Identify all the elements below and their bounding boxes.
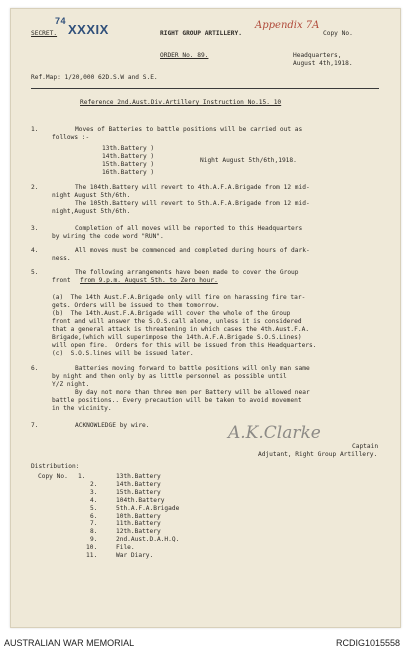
distribution-copy-number: 3. xyxy=(90,488,98,496)
para-6-line: Y/Z night. xyxy=(52,381,90,388)
para-6-line: By day not more than three men per Battery will be allowed near xyxy=(75,389,310,396)
para-5-line-2-time: from 9.p.m. August 5th. to Zero hour. xyxy=(80,277,218,284)
para-1-line-1: Moves of Batteries to battle positions will be carried out as xyxy=(75,126,303,133)
para-5-item: will open fire. Orders for this will be issued from this Headquarters. xyxy=(52,342,317,349)
para-5-item: (a) The 14th Aust.F.A.Brigade only will fire on harassing fire tar- xyxy=(52,294,306,301)
unit-heading: RIGHT GROUP ARTILLERY. xyxy=(160,30,242,37)
reference-line: Reference 2nd.Aust.Div.Artillery Instruction No.15. 10 xyxy=(80,99,282,106)
distribution-recipient: 11th.Battery xyxy=(116,520,161,528)
battery-list-item: 13th.Battery ) xyxy=(102,145,155,152)
signature-role: Adjutant, Right Group Artillery. xyxy=(258,451,378,458)
para-2-number: 2. xyxy=(31,184,39,191)
distribution-recipient: 104th.Battery xyxy=(116,496,165,504)
battery-list-item: 14th.Battery ) xyxy=(102,153,155,160)
distribution-copy-number: 1. xyxy=(78,473,86,480)
handwritten-signature: A.K.Clarke xyxy=(228,423,321,443)
distribution-copy-number: 8. xyxy=(90,528,98,536)
ref-map: Ref.Map: 1/20,000 62D.S.W and S.E. xyxy=(31,74,158,81)
para-3-line-1: Completion of all moves will be reported to this Headquarters xyxy=(75,225,303,232)
para-5-line-1: The following arrangements have been made to cover the Group xyxy=(75,269,299,276)
para-3-number: 3. xyxy=(31,225,39,232)
order-date: August 4th,1918. xyxy=(293,60,353,67)
para-7-number: 7. xyxy=(31,422,39,429)
para-5-number: 5. xyxy=(31,269,39,276)
distribution-copy-number: 2. xyxy=(90,480,98,488)
distribution-copy-number: 11. xyxy=(86,552,98,559)
copy-label: Copy No. xyxy=(38,473,68,480)
distribution-title: Distribution: xyxy=(31,463,80,470)
para-5-line-2-front: front xyxy=(52,277,71,284)
distribution-recipient: 5th.A.F.A.Brigade xyxy=(116,504,180,512)
distribution-recipient: File. xyxy=(116,544,135,552)
distribution-copy-number: 9. xyxy=(90,536,98,544)
distribution-recipient: 15th.Battery xyxy=(116,488,161,496)
battery-list-item: 15th.Battery ) xyxy=(102,161,155,168)
para-5-item: that a general attack is threatening in which cases the 4th.Aust.F.A. xyxy=(52,326,310,333)
source-credit: AUSTRALIAN WAR MEMORIAL xyxy=(4,638,135,648)
para-4-line-1: All moves must be commenced and completed during hours of dark- xyxy=(75,247,310,254)
appendix-annotation: Appendix 7A xyxy=(255,20,320,31)
para-5-item: (b) The 14th.Aust.F.A.Brigade will cover the whole of the Group xyxy=(52,310,291,317)
para-2-line-4: night,August 5th/6th. xyxy=(52,208,131,215)
para-6-line: battle positions.. Every precaution will be taken to avoid movement xyxy=(52,397,302,404)
stamp-crosses: XXXIX xyxy=(68,22,109,37)
hq-label: Headquarters, xyxy=(293,52,342,59)
para-6-number: 6. xyxy=(31,365,39,372)
stamp-number: 74 xyxy=(55,16,67,26)
para-2-line-1: The 104th.Battery will revert to 4th.A.F.A.Brigade from 12 mid- xyxy=(75,184,310,191)
distribution-recipient: 10th.Battery xyxy=(116,512,161,520)
para-2-line-3: The 105th.Battery will revert to 5th.A.F.A.Brigade from 12 mid- xyxy=(75,200,310,207)
para-5-item: front and will answer the S.O.S.call alone, unless it is considered xyxy=(52,318,302,325)
distribution-recipient: 2nd.Aust.D.A.H.Q. xyxy=(116,536,180,544)
copy-number: Copy No. xyxy=(323,30,353,37)
para-1-number: 1. xyxy=(31,126,39,133)
para-4-number: 4. xyxy=(31,247,39,254)
para-2-line-2: night August 5th/6th. xyxy=(52,192,131,199)
para-5-item: Brigade,(which will superimpose the 14th.A.F.A.Brigade S.O.S.Lines) xyxy=(52,334,302,341)
distribution-recipient: 13th.Battery xyxy=(116,473,161,480)
distribution-recipient: 12th.Battery xyxy=(116,528,161,536)
para-5-item: gets. Orders will be issued to them tomorrow. xyxy=(52,302,220,309)
acknowledge-line: ACKNOWLEDGE by wire. xyxy=(75,422,150,429)
para-6-line: in the vicinity. xyxy=(52,405,112,412)
para-5-item: (c) S.O.S.lines will be issued later. xyxy=(52,350,194,357)
distribution-copy-number: 10. xyxy=(86,544,98,552)
battery-list-item: 16th.Battery ) xyxy=(102,169,155,176)
header-rule xyxy=(31,88,379,89)
para-6-line: Batteries moving forward to battle positions will only man same xyxy=(75,365,310,372)
para-4-line-2: ness. xyxy=(52,255,71,262)
distribution-copy-number: 7. xyxy=(90,520,98,528)
record-id: RCDIG1015558 xyxy=(336,638,401,648)
move-time: Night August 5th/6th,1918. xyxy=(200,157,297,164)
distribution-recipient: 14th.Battery xyxy=(116,480,161,488)
distribution-copy-number: 6. xyxy=(90,512,98,520)
signature-rank: Captain xyxy=(352,443,379,450)
para-1-line-2: follows :- xyxy=(52,134,90,141)
distribution-recipient: War Diary. xyxy=(116,552,154,559)
distribution-copy-number: 5. xyxy=(90,504,98,512)
para-6-line: by night and then only by as little personnel as possible until xyxy=(52,373,287,380)
secret-label: SECRET. xyxy=(31,30,58,37)
distribution-copy-number: 4. xyxy=(90,496,98,504)
order-number: ORDER No. 89. xyxy=(160,52,209,59)
para-3-line-2: by wiring the code word "RUN". xyxy=(52,233,164,240)
